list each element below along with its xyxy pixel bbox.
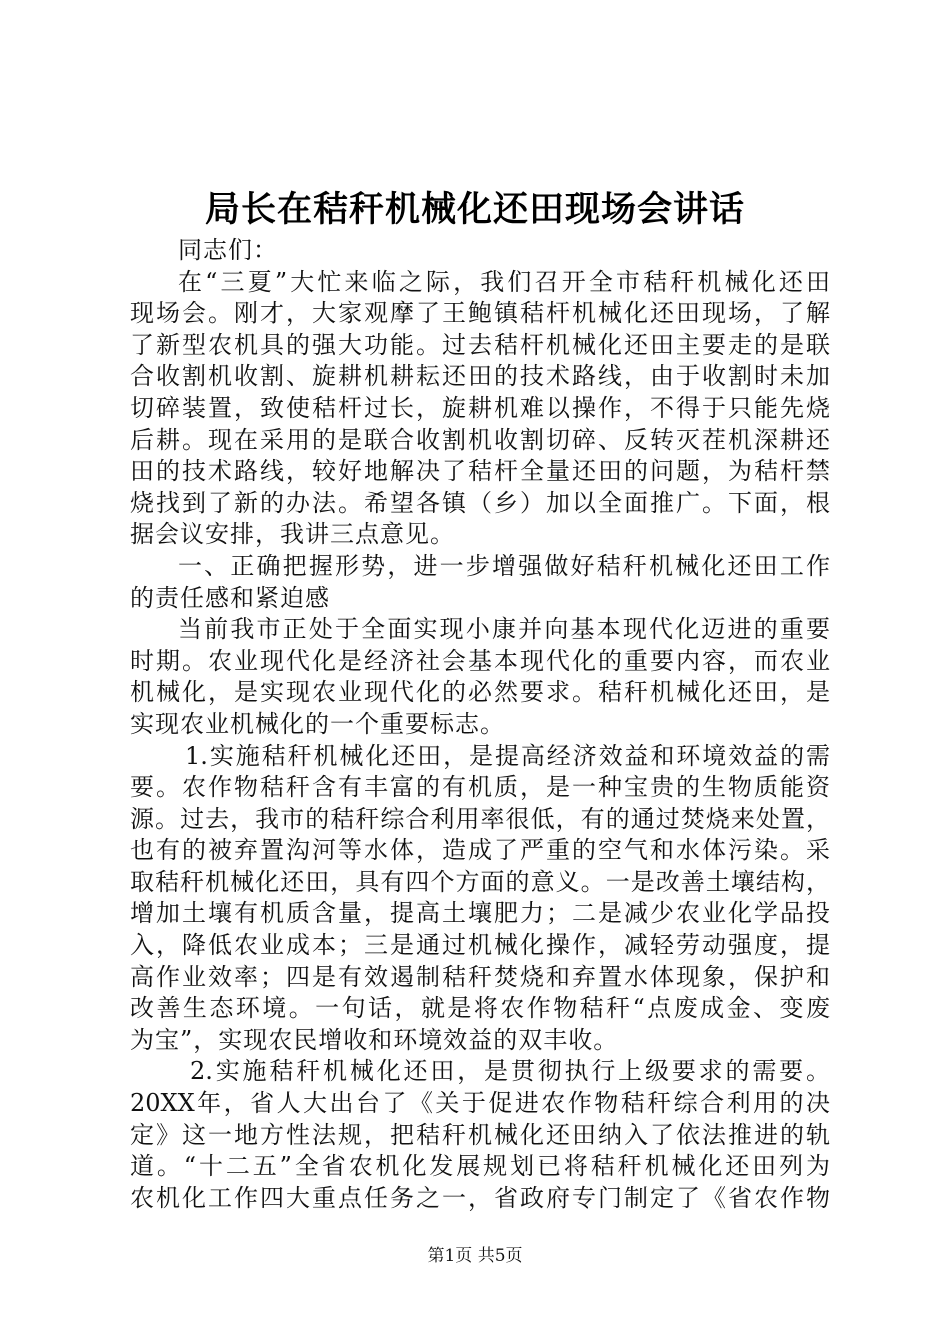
paragraph-line: 道。“十二五”全省农机化发展规划已将秸秆机械化还田列为 <box>130 1152 830 1181</box>
paragraph-line: 改善生态环境。一句话，就是将农作物秸秆“点废成金、变废 <box>130 994 830 1023</box>
paragraph-line: 入，降低农业成本；三是通过机械化操作，减轻劳动强度，提 <box>130 931 830 960</box>
paragraph-line: 1.实施秸秆机械化还田，是提高经济效益和环境效益的需 <box>185 741 830 770</box>
paragraph-line: 定》这一地方性法规，把秸秆机械化还田纳入了依法推进的轨 <box>130 1120 830 1149</box>
paragraph-line: 切碎装置，致使秸杆过长，旋耕机难以操作，不得于只能先烧 <box>130 393 830 422</box>
paragraph-line: 当前我市正处于全面实现小康并向基本现代化迈进的重要 <box>178 615 830 644</box>
paragraph-line: 了新型农机具的强大功能。过去秸杆机械化还田主要走的是联 <box>130 330 830 359</box>
document-title: 局长在秸秆机械化还田现场会讲话 <box>204 190 745 230</box>
paragraph-line: 后耕。现在采用的是联合收割机收割切碎、反转灭茬机深耕还 <box>130 425 830 454</box>
paragraph-line: 源。过去，我市的秸秆综合利用率很低，有的通过焚烧来处置， <box>130 804 830 833</box>
paragraph-line: 实现农业机械化的一个重要标志。 <box>130 709 505 738</box>
page-number-footer: 第1页 共5页 <box>427 1246 523 1266</box>
paragraph-line: 现场会。刚才，大家观摩了王鲍镇秸杆机械化还田现场，了解 <box>130 299 830 328</box>
paragraph-line: 据会议安排，我讲三点意见。 <box>130 520 455 549</box>
paragraph-line: 时期。农业现代化是经济社会基本现代化的重要内容，而农业 <box>130 646 830 675</box>
document-body <box>130 235 830 1214</box>
paragraph-line: 农机化工作四大重点任务之一，省政府专门制定了《省农作物 <box>130 1183 830 1212</box>
salutation-line: 同志们： <box>178 236 278 264</box>
paragraph-line: 为宝”，实现农民增收和环境效益的双丰收。 <box>130 1025 619 1054</box>
paragraph-line: 高作业效率；四是有效遏制秸秆焚烧和弃置水体现象，保护和 <box>130 962 830 991</box>
paragraph-line: 取秸秆机械化还田，具有四个方面的意义。一是改善土壤结构， <box>130 867 830 896</box>
paragraph-line: 20XX年，省人大出台了《关于促进农作物秸秆综合利用的决 <box>130 1089 830 1118</box>
paragraph-line: 要。农作物秸秆含有丰富的有机质，是一种宝贵的生物质能资 <box>130 773 830 802</box>
paragraph-line: 田的技术路线，较好地解决了秸杆全量还田的问题，为秸杆禁 <box>130 457 830 486</box>
paragraph-line: 合收割机收割、旋耕机耕耘还田的技术路线，由于收割时未加 <box>130 362 830 391</box>
paragraph-line: 烧找到了新的办法。希望各镇（乡）加以全面推广。下面，根 <box>130 488 830 517</box>
section-heading-line: 一、正确把握形势，进一步增强做好秸秆机械化还田工作 <box>178 551 830 580</box>
section-heading-line: 的责任感和紧迫感 <box>130 583 330 612</box>
paragraph-line: 在“三夏”大忙来临之际，我们召开全市秸秆机械化还田 <box>178 267 830 296</box>
paragraph-line: 也有的被弃置沟河等水体，造成了严重的空气和水体污染。采 <box>130 836 830 865</box>
paragraph-line: 2.实施秸秆机械化还田，是贯彻执行上级要求的需要。 <box>190 1057 830 1086</box>
paragraph-line: 机械化，是实现农业现代化的必然要求。秸秆机械化还田，是 <box>130 678 830 707</box>
paragraph-line: 增加土壤有机质含量，提高土壤肥力；二是减少农业化学品投 <box>130 899 830 928</box>
